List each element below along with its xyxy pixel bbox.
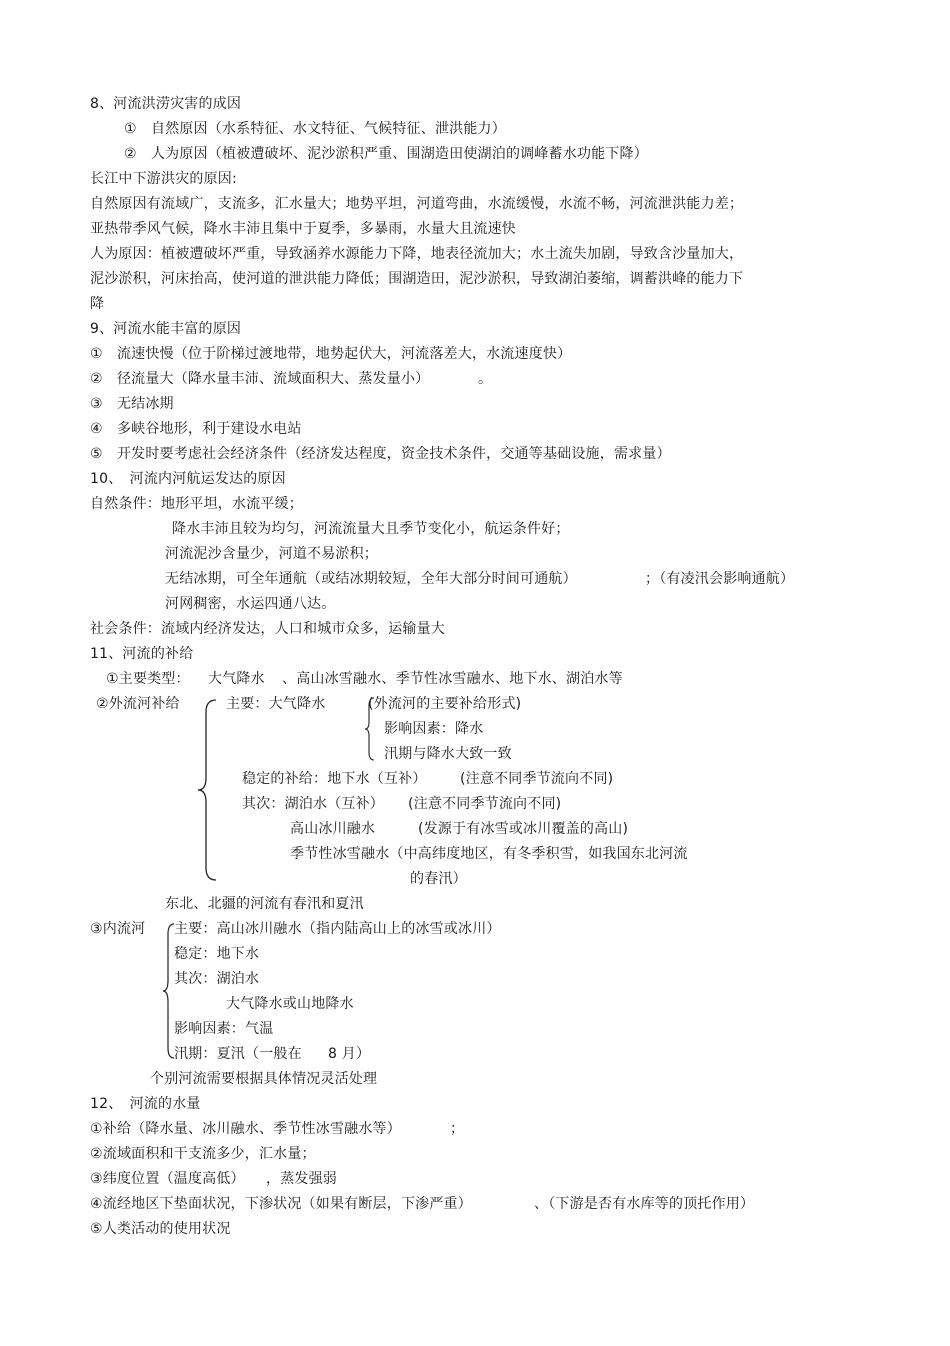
s11-ext-northeast: 东北、北疆的河流有春汛和夏汛 [165, 896, 364, 912]
s10-natural-1: 自然条件：地形平坦，水流平缓； [90, 496, 303, 512]
s9-item-4: ④ 多峡谷地形，利于建设水电站 [90, 421, 302, 437]
s11-int-flood: 汛期：夏汛（一般在 [174, 1046, 302, 1062]
section-8-title: 8、河流洪涝灾害的成因 [90, 96, 242, 112]
s9-item-5: ⑤ 开发时要考虑社会经济条件（经济发达程度，资金技术条件，交通等基础设施，需求量） [90, 446, 671, 462]
s12-item-3: ③纬度位置（温度高低） [90, 1171, 245, 1187]
s11-ext-main-note: (外流河的主要补给形式) [368, 696, 522, 712]
s11-int-factor: 影响因素：气温 [174, 1021, 274, 1037]
s9-item-2-period: 。 [478, 371, 493, 387]
s11-interior-label: ③内流河 [90, 921, 146, 937]
s8-natural-line-1: 自然原因有流域广，支流多，汇水量大；地势平坦，河道弯曲，水流缓慢，水流不畅，河流泄洪能力差； [90, 196, 744, 212]
s11-exterior-label: ②外流河补给 [96, 696, 180, 712]
s11-ext-second: 其次：湖泊水（互补） [242, 796, 384, 812]
s11-types-label: ①主要类型： [106, 671, 190, 687]
s11-int-rain: 大气降水或山地降水 [226, 996, 354, 1012]
s8-human-line-2: 泥沙淤积，河床抬高，使河道的泄洪能力降低；围湖造田，泥沙淤积，导致湖泊萎缩，调蓄洪峰的能力下 [90, 271, 744, 287]
s8-item-1: ① 自然原因（水系特征、水文特征、气候特征、泄洪能力） [124, 121, 506, 137]
s10-natural-4: 无结冰期，可全年通航（或结冰期较短，全年大部分时间可通航） [165, 571, 577, 587]
section-12-title: 12、 河流的水量 [90, 1096, 201, 1112]
s11-ext-flood: 汛期与降水大致一致 [384, 746, 512, 762]
s11-int-second: 其次：湖泊水 [174, 971, 260, 987]
section-11-title: 11、河流的补给 [90, 646, 194, 662]
s11-ext-seasonal: 季节性冰雪融水（中高纬度地区，有冬季积雪，如我国东北河流 [290, 846, 688, 862]
s12-item-1: ①补给（降水量、冰川融水、季节性冰雪融水等） [90, 1121, 401, 1137]
s11-ext-glacier-note: (发源于有冰雪或冰川覆盖的高山) [418, 821, 629, 837]
s11-types-rain: 大气降水 [208, 671, 265, 687]
s10-social: 社会条件：流域内经济发达，人口和城市众多，运输量大 [90, 621, 445, 637]
s9-item-1: ① 流速快慢（位于阶梯过渡地带，地势起伏大，河流落差大，水流速度快） [90, 346, 572, 362]
s9-item-2: ② 径流量大（降水量丰沛、流域面积大、蒸发量小） [90, 371, 430, 387]
s11-ext-main: 主要：大气降水 [226, 696, 326, 712]
s10-natural-2: 降水丰沛且较为均匀，河流流量大且季节变化小，航运条件好； [172, 521, 570, 537]
s8-natural-line-2: 亚热带季风气候，降水丰沛且集中于夏季，多暴雨，水量大且流速快 [90, 221, 516, 237]
s11-ext-seasonal-2: 的春汛） [410, 871, 467, 887]
section-9-title: 9、河流水能丰富的原因 [90, 321, 242, 337]
s12-item-3-rest: ，蒸发强弱 [266, 1171, 337, 1187]
s11-int-note: 个别河流需要根据具体情况灵活处理 [150, 1071, 378, 1087]
interior-brace [162, 922, 176, 1060]
s11-int-stable: 稳定：地下水 [174, 946, 260, 962]
s8-yangtze-title: 长江中下游洪灾的原因: [90, 171, 237, 187]
s10-natural-5: 河网稠密，水运四通八达。 [165, 596, 336, 612]
section-10-title: 10、 河流内河航运发达的原因 [90, 471, 286, 487]
s10-natural-3: 河流泥沙含量少，河道不易淤积； [165, 546, 378, 562]
s12-item-1-semicolon: ； [450, 1121, 465, 1137]
exterior-brace [196, 698, 220, 882]
s10-natural-4-note: ；（有凌汛会影响通航） [645, 571, 795, 587]
s11-int-main: 主要：高山冰川融水（指内陆高山上的冰雪或冰川） [174, 921, 501, 937]
s11-int-flood-month: 8 月） [328, 1046, 371, 1062]
s11-ext-stable-note: (注意不同季节流向不同) [460, 771, 614, 787]
s11-ext-factor: 影响因素：降水 [384, 721, 484, 737]
s8-human-line-1: 人为原因：植被遭破坏严重，导致涵养水源能力下降，地表径流加大；水土流失加剧，导致含沙量加大， [90, 246, 744, 262]
s9-item-3: ③ 无结冰期 [90, 396, 174, 412]
s8-human-line-3: 降 [90, 296, 105, 312]
s11-types-rest: 、高山冰雪融水、季节性冰雪融水、地下水、湖泊水等 [282, 671, 623, 687]
s11-ext-stable: 稳定的补给：地下水（互补） [242, 771, 427, 787]
s11-ext-second-note: (注意不同季节流向不同) [408, 796, 562, 812]
s12-item-5: ⑤人类活动的使用状况 [90, 1221, 231, 1237]
s12-item-2: ②流域面积和干支流多少，汇水量； [90, 1146, 316, 1162]
s11-ext-glacier: 高山冰川融水 [290, 821, 376, 837]
s8-item-2: ② 人为原因（植被遭破坏、泥沙淤积严重、围湖造田使湖泊的调峰蓄水功能下降） [124, 146, 648, 162]
s12-item-4: ④流经地区下垫面状况，下渗状况（如果有断层，下渗严重） [90, 1196, 472, 1212]
s12-item-4-rest: 、（下游是否有水库等的顶托作用） [534, 1196, 755, 1212]
